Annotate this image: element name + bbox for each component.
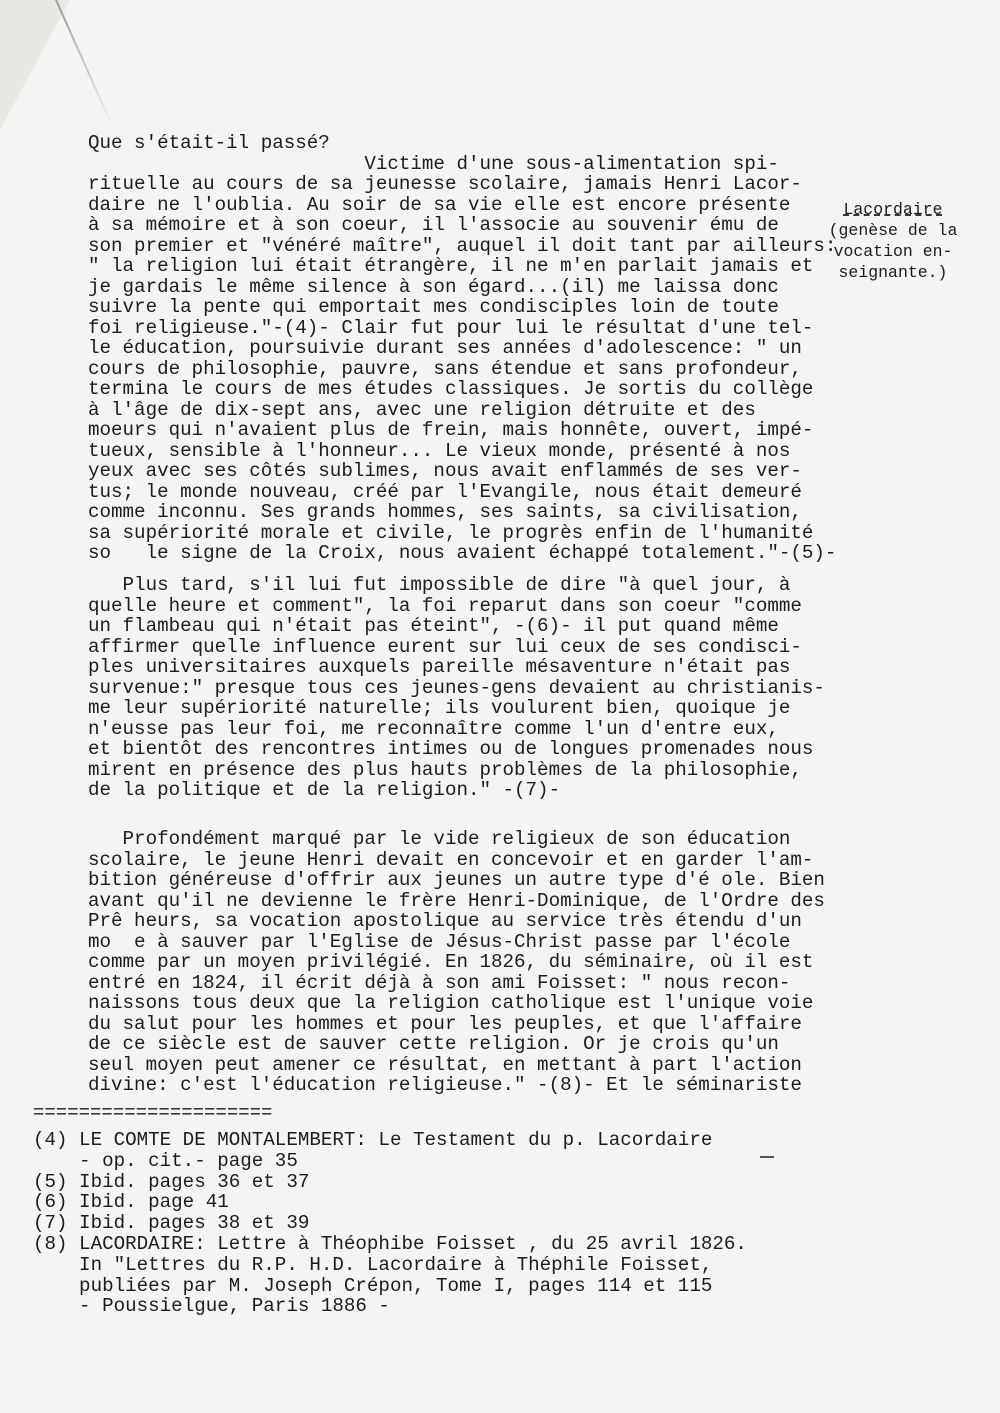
text-line: cours de philosophie, pauvre, sans étendue et sans profondeur, [88,357,802,380]
text-line: me leur supériorité naturelle; ils voulurent bien, quoique je [88,697,791,719]
text-line: scolaire, le jeune Henri devait en concevoir et en garder l'am- [88,848,814,871]
page-corner-fold [0,0,70,130]
margin-tick-mark [760,1156,774,1158]
text-line: tus; le monde nouveau, créé par l'Evangile, nous était demeuré [88,480,802,503]
text-line: Victime d'une sous-alimentation spi- [88,152,779,175]
text-line: " la religion lui était étrangère, il ne m'en parlait jamais et [88,255,814,277]
text-line: termina le cours de mes études classiques. Je sortis du collège [88,378,814,400]
text-line: comme par un moyen privilégié. En 1826, du séminaire, où il est [88,951,814,973]
margin-note-line: vocation en- [833,242,953,261]
text-line: affirmer quelle influence eurent sur lui ceux de ses condisci- [88,635,802,658]
text-line: rituelle au cours de sa jeunesse scolaire, jamais Henri Lacor- [88,173,802,195]
text-line: du salut pour les hommes et pour les peuples, et que l'affaire [88,1012,802,1035]
text-line: à sa mémoire et à son coeur, il l'associe au souvenir ému de [88,214,779,236]
footnote-line: (4) LE COMTE DE MONTALEMBERT: Le Testament du p. Lacordaire [33,1129,713,1151]
text-line: survenue:" presque tous ces jeunes-gens devaient au christianis- [88,676,825,699]
text-line: Profondément marqué par le vide religieux de son éducation [88,828,791,850]
footnote-line: (8) LACORDAIRE: Lettre à Théophibe Foisset , du 25 avril 1826. [33,1232,747,1255]
text-line: avant qu'il ne devienne le frère Henri-Dominique, de l'Ordre des [88,889,825,912]
paragraph-2 [88,574,825,801]
text-line: divine: c'est l'éducation religieuse." -(8)- Et le séminariste [88,1074,802,1096]
footnotes [33,1130,747,1317]
text-line: je gardais le même silence à son égard...(il) me laissa donc [88,275,779,298]
paragraph-1 [88,132,837,564]
footnote-line: - Poussielgue, Paris 1886 - [33,1295,390,1318]
text-line: le éducation, poursuivie durant ses années d'adolescence: " un [88,337,802,359]
text-line: daire ne l'oublia. Au soir de sa vie elle est encore présente [88,193,791,216]
text-line: quelle heure et comment", la foi reparut dans son coeur "comme [88,594,802,617]
text-line: de ce siècle est de sauver cette religion. Or je crois qu'un [88,1033,779,1055]
text-line: suivre la pente qui emportait mes condisciples loin de toute [88,296,779,318]
footnote-line: publiées par M. Joseph Crépon, Tome I, pages 114 et 115 [33,1274,713,1297]
text-line: un flambeau qui n'était pas éteint", -(6)- il put quand même [88,615,779,637]
text-line: mo e à sauver par l'Eglise de Jésus-Christ passe par l'école [88,930,791,953]
text-line: naissons tous deux que la religion catholique est l'unique voie [88,992,814,1014]
text-line: son premier et "vénéré maître", auquel il doit tant par ailleurs: [88,234,837,257]
text-line: comme inconnu. Ses grands hommes, ses saints, sa civilisation, [88,501,802,523]
footnote-line: - op. cit.- page 35 [33,1149,298,1172]
text-line: ples universitaires auxquels pareille mésaventure n'était pas [88,656,791,678]
margin-note-line: (genèse de la [828,221,958,240]
text-line: moeurs qui n'avaient plus de frein, mais honnête, ouvert, impé- [88,419,814,441]
footnote-line: (7) Ibid. pages 38 et 39 [33,1212,310,1235]
footnote-line: (5) Ibid. pages 36 et 37 [33,1170,310,1193]
footnote-separator: ===================== [33,1102,273,1124]
text-line: entré en 1824, il écrit déjà à son ami Foisset: " nous recon- [88,971,791,994]
margin-note-title: Lacordaire [843,200,943,219]
text-line: à l'âge de dix-sept ans, avec une religion détruite et des [88,398,756,421]
margin-note [818,199,968,283]
footnote-line: (6) Ibid. page 41 [33,1191,229,1214]
text-line: yeux avec ses côtés sublimes, nous avait enflammés de ses ver- [88,460,802,482]
text-line: n'eusse pas leur foi, me reconnaître comme l'un d'entre eux, [88,717,779,740]
text-line: seul moyen peut amener ce résultat, en mettant à part l'action [88,1053,802,1076]
footnote-line: In "Lettres du R.P. H.D. Lacordaire à Théphile Foisset, [33,1253,713,1276]
text-line: Que s'était-il passé? [88,132,330,154]
text-line: mirent en présence des plus hauts problèmes de la philosophie, [88,758,802,781]
margin-note-line: seignante.) [838,263,948,282]
text-line: bition généreuse d'offrir aux jeunes un autre type d'é ole. Bien [88,869,825,891]
paragraph-3 [88,828,825,1096]
text-line: Prê heurs, sa vocation apostolique au service très étendu d'un [88,910,802,932]
text-line: tueux, sensible à l'honneur... Le vieux monde, présenté à nos [88,439,791,462]
text-line: so le signe de la Croix, nous avaient échappé totalement."-(5)- [88,542,837,564]
text-line: Plus tard, s'il lui fut impossible de dire "à quel jour, à [88,574,791,596]
text-line: et bientôt des rencontres intimes ou de longues promenades nous [88,738,814,760]
text-line: de la politique et de la religion." -(7)- [88,779,561,801]
text-line: foi religieuse."-(4)- Clair fut pour lui le résultat d'une tel- [88,316,814,339]
text-line: sa supériorité morale et civile, le progrès enfin de l'humanité [88,521,814,544]
